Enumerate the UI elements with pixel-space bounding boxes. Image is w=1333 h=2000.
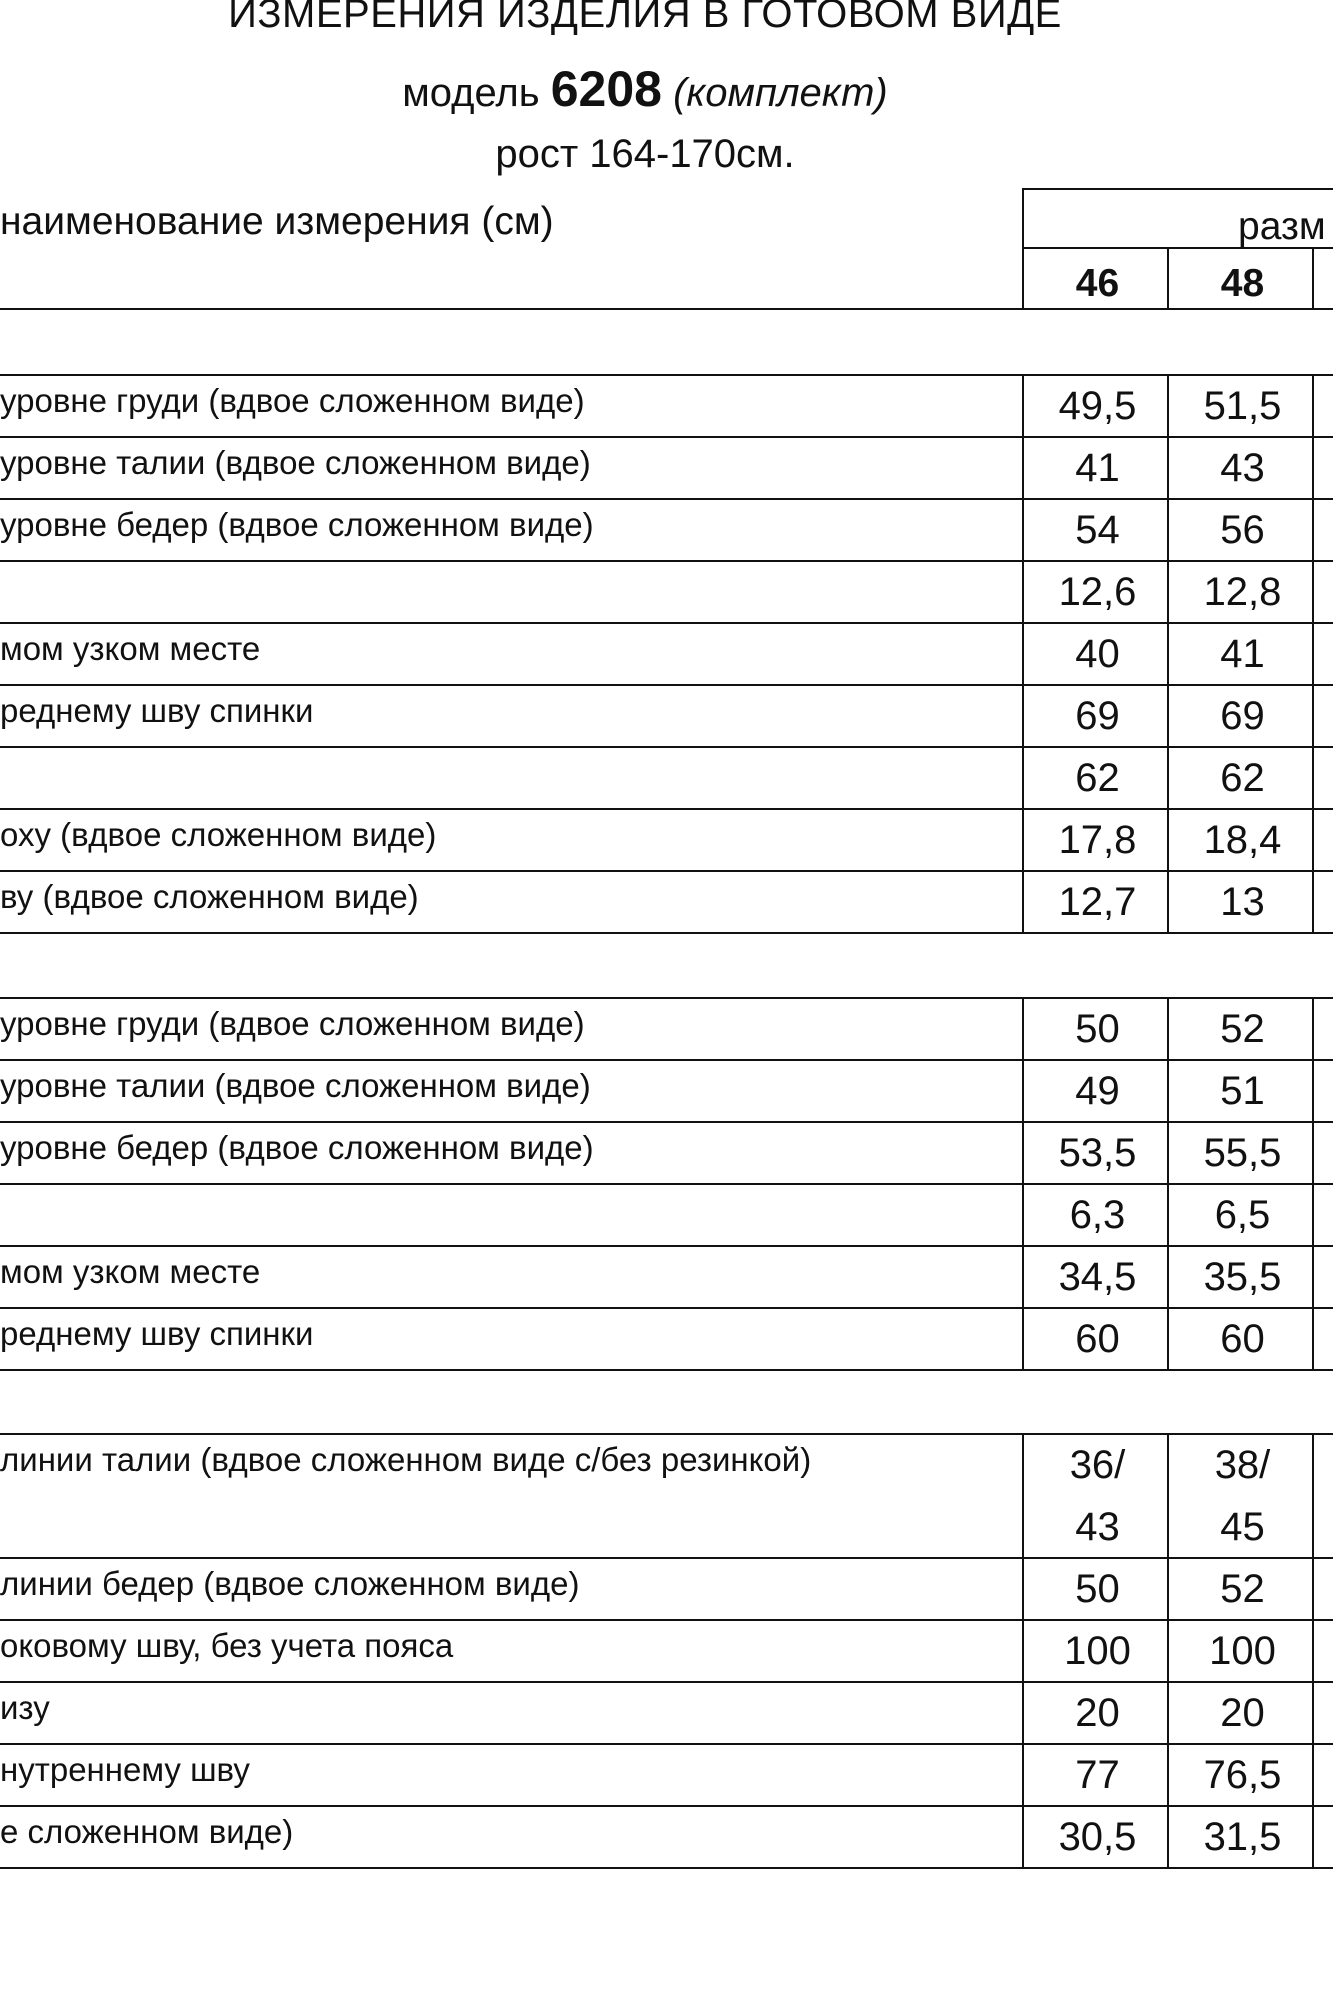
- row-line: [0, 808, 1333, 810]
- name-column-header: наименование измерения (см): [0, 200, 554, 243]
- column-divider: [1312, 997, 1314, 1369]
- row-description: уровне груди (вдвое сложенном виде): [0, 1005, 585, 1042]
- size-46-value: 41: [1075, 446, 1120, 490]
- row-line: [0, 1121, 1333, 1123]
- size-46-value: 50: [1075, 1567, 1120, 1611]
- size-48-value: 12,8: [1203, 570, 1282, 614]
- row-line: [0, 932, 1333, 934]
- column-divider: [1022, 1433, 1024, 1867]
- row-line: [0, 870, 1333, 872]
- model-prefix: модель: [402, 71, 540, 115]
- size-46-value: 30,5: [1058, 1815, 1137, 1859]
- size-46-value: 36/: [1069, 1443, 1126, 1487]
- row-line: [0, 1619, 1333, 1621]
- row-description: нутреннему шву: [0, 1751, 250, 1788]
- size-46-value: 60: [1075, 1317, 1120, 1361]
- row-description: мом узком месте: [0, 630, 261, 667]
- row-line: [0, 1557, 1333, 1559]
- row-description: линии талии (вдвое сложенном виде с/без резинкой): [0, 1441, 812, 1478]
- size-46-value: 43: [1075, 1505, 1120, 1549]
- size-46-value: 54: [1075, 508, 1120, 552]
- row-description: уровне талии (вдвое сложенном виде): [0, 1067, 591, 1104]
- header-size-line: [1022, 247, 1333, 249]
- size-46-value: 49: [1075, 1069, 1120, 1113]
- row-description: реднему шву спинки: [0, 1315, 314, 1352]
- row-description: линии бедер (вдвое сложенном виде): [0, 1565, 580, 1602]
- row-description: оху (вдвое сложенном виде): [0, 816, 437, 853]
- size-46-value: 17,8: [1058, 818, 1137, 862]
- row-line: [0, 1867, 1333, 1869]
- size-48-value: 62: [1220, 756, 1265, 800]
- row-line: [0, 436, 1333, 438]
- size-48-value: 38/: [1214, 1443, 1271, 1487]
- row-line: [0, 498, 1333, 500]
- row-line: [0, 684, 1333, 686]
- size-48-value: 41: [1220, 632, 1265, 676]
- header-divider: [1312, 247, 1314, 308]
- model-number: 6208: [550, 61, 662, 117]
- size-46-value: 6,3: [1069, 1193, 1126, 1237]
- size-46-value: 77: [1075, 1753, 1120, 1797]
- section-top-line: [0, 1433, 1333, 1435]
- size-48-value: 20: [1220, 1691, 1265, 1735]
- size-48-value: 18,4: [1203, 818, 1282, 862]
- size-48-value: 100: [1209, 1629, 1276, 1673]
- size-46-value: 50: [1075, 1007, 1120, 1051]
- size-column-header: разм: [1238, 205, 1326, 248]
- column-divider: [1167, 1433, 1169, 1867]
- size-46-value: 69: [1075, 694, 1120, 738]
- size-46-value: 53,5: [1058, 1131, 1137, 1175]
- size-48-value: 35,5: [1203, 1255, 1282, 1299]
- row-line: [0, 1307, 1333, 1309]
- row-line: [0, 1245, 1333, 1247]
- document-title: ИЗМЕРЕНИЯ ИЗДЕЛИЯ В ГОТОВОМ ВИДЕ: [228, 0, 1062, 36]
- size-48-header: 48: [1220, 262, 1265, 305]
- column-divider: [1022, 997, 1024, 1369]
- size-46-value: 62: [1075, 756, 1120, 800]
- size-46-value: 20: [1075, 1691, 1120, 1735]
- row-description: уровне бедер (вдвое сложенном виде): [0, 1129, 594, 1166]
- row-description: уровне груди (вдвое сложенном виде): [0, 382, 585, 419]
- size-48-value: 45: [1220, 1505, 1265, 1549]
- column-divider: [1312, 374, 1314, 932]
- size-48-value: 6,5: [1214, 1193, 1271, 1237]
- size-46-value: 49,5: [1058, 384, 1137, 428]
- size-48-value: 56: [1220, 508, 1265, 552]
- row-line: [0, 1805, 1333, 1807]
- column-divider: [1312, 1433, 1314, 1867]
- height-range: рост 164-170см.: [495, 132, 795, 176]
- model-suffix: (комплект): [673, 71, 888, 115]
- row-line: [0, 622, 1333, 624]
- size-48-value: 55,5: [1203, 1131, 1282, 1175]
- size-46-value: 100: [1064, 1629, 1131, 1673]
- row-line: [0, 1743, 1333, 1745]
- size-48-value: 13: [1220, 880, 1265, 924]
- row-description: изу: [0, 1689, 50, 1726]
- size-48-value: 69: [1220, 694, 1265, 738]
- size-46-value: 12,7: [1058, 880, 1137, 924]
- size-46-header: 46: [1075, 262, 1120, 305]
- row-description: мом узком месте: [0, 1253, 261, 1290]
- column-divider: [1167, 374, 1169, 932]
- size-48-value: 51: [1220, 1069, 1265, 1113]
- size-46-value: 12,6: [1058, 570, 1137, 614]
- row-line: [0, 1183, 1333, 1185]
- row-line: [0, 1681, 1333, 1683]
- section-top-line: [0, 374, 1333, 376]
- size-48-value: 31,5: [1203, 1815, 1282, 1859]
- header-bottom-line: [0, 308, 1333, 310]
- header-divider: [1022, 188, 1024, 308]
- size-48-value: 51,5: [1203, 384, 1282, 428]
- row-description: уровне талии (вдвое сложенном виде): [0, 444, 591, 481]
- row-line: [0, 560, 1333, 562]
- size-48-value: 60: [1220, 1317, 1265, 1361]
- row-line: [0, 1369, 1333, 1371]
- size-48-value: 76,5: [1203, 1753, 1282, 1797]
- row-description: оковому шву, без учета пояса: [0, 1627, 454, 1664]
- row-description: уровне бедер (вдвое сложенном виде): [0, 506, 594, 543]
- header-divider: [1167, 247, 1169, 308]
- row-line: [0, 1059, 1333, 1061]
- header-top-line: [1022, 188, 1333, 190]
- size-48-value: 43: [1220, 446, 1265, 490]
- size-46-value: 40: [1075, 632, 1120, 676]
- row-description: реднему шву спинки: [0, 692, 314, 729]
- section-top-line: [0, 997, 1333, 999]
- row-description: ву (вдвое сложенном виде): [0, 878, 419, 915]
- size-48-value: 52: [1220, 1007, 1265, 1051]
- size-48-value: 52: [1220, 1567, 1265, 1611]
- size-46-value: 34,5: [1058, 1255, 1137, 1299]
- column-divider: [1022, 374, 1024, 932]
- row-line: [0, 746, 1333, 748]
- column-divider: [1167, 997, 1169, 1369]
- row-description: е сложенном виде): [0, 1813, 294, 1850]
